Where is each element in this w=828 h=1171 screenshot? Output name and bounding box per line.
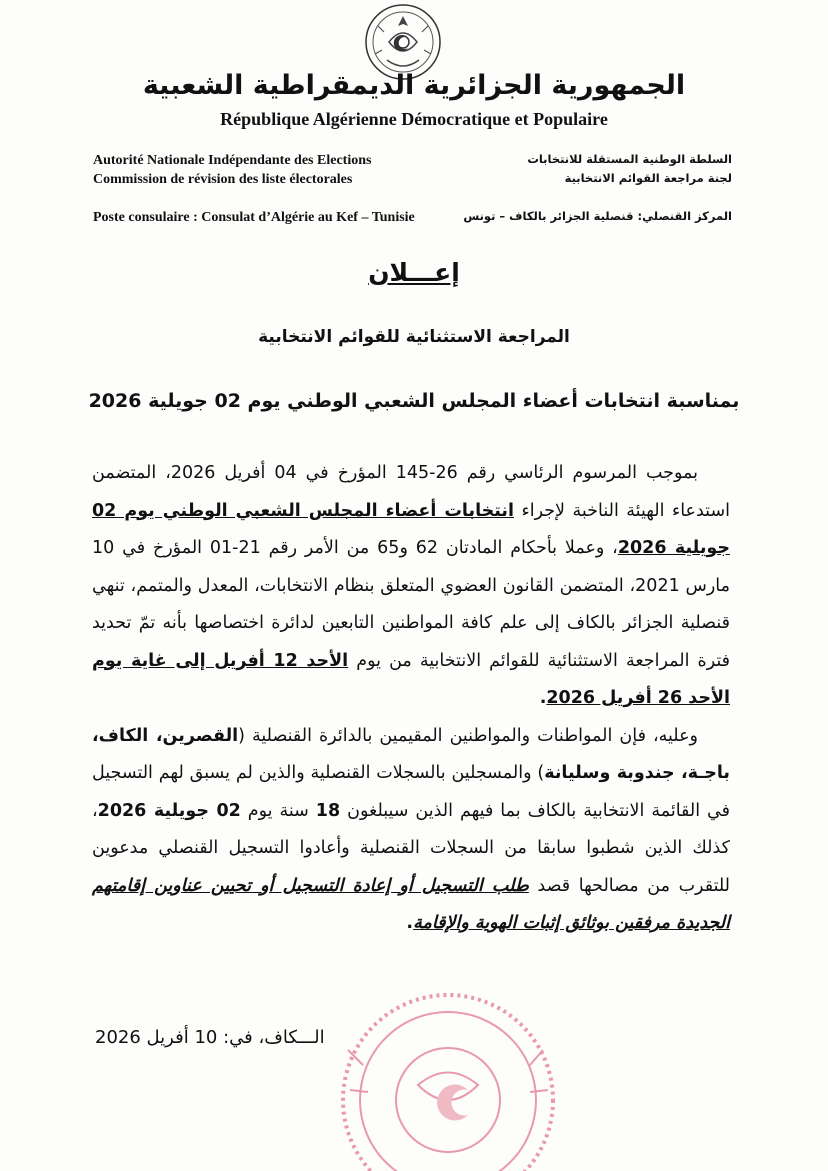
republic-title-ar: الجمهورية الجزائرية الديمقراطية الشعبية [142,70,686,101]
consular-post-fr: Poste consulaire : Consulat d’Algérie au Kef – Tunisie [93,210,415,225]
paragraph-invitation [92,718,730,943]
announcement-body [92,455,730,943]
announcement-title: إعـــلان [368,258,460,287]
election-date-emphasis: 02 جويلية 2026 [97,800,241,821]
commission-name-ar: لجنة مراجعة القوائم الانتخابية [564,171,732,185]
revision-period-emphasis: الأحد 12 أفريل إلى غاية يوم الأحد 26 أفريل 2026 [92,650,730,708]
request-emphasis: طلب التسجيل أو إعادة التسجيل أو تحيين عناوين إقامتهم الجديدة مرفقين بوثائق إثبات الهوية والإقامة [92,875,730,933]
election-name-emphasis: انتخابات أعضاء المجلس الشعبي الوطني يوم 02 جويلية 2026 [92,500,730,558]
place-date: الـــكاف، في: 10 أفريل 2026 [95,1027,325,1048]
paragraph-decree [92,455,730,718]
decree-text: بموجب المرسوم الرئاسي رقم 26-145 المؤرخ في 04 أفريل 2026، المتضمن استدعاء الهيئة الناخبة لإجراء [92,463,730,521]
consulate-stamp [318,990,578,1171]
authority-name-ar: السلطة الوطنية المستقلة للانتخابات [527,152,732,166]
legal-basis-text: ، وعملا بأحكام المادتان 62 و65 من الأمر رقم 21-01 المؤرخ في 10 مارس 2021، المتضمن القانون العضوي المتعلق بنظام الانتخابات، المعدل والمتمم، تنهي قنصلية الجزائر بالكاف إلى علم كافة المواطنين التابعين لدائرة اختصاصها بأنه تمّ تحديد فترة المراجعة الاستثنائية للقوائم الانتخابية من يوم [92,538,731,671]
registration-text: ) والمسجلين بالسجلات القنصلية والذين لم يسبق لهم التسجيل في القائمة الانتخابية بالكاف بما فيهم الذين سيبلغون [92,763,731,821]
invitation-text: وعليه، فإن المواطنات والمواطنين المقيمين بالدائرة القنصلية ( [238,725,698,746]
request-end-mark: . [406,913,414,933]
age-emphasis: 18 [315,800,341,821]
reregistration-text: ، كذلك الذين شطبوا سابقا من السجلات القنصلية وأعادوا التسجيل القنصلي مدعوين للتقرب من مصالحها قصد [92,800,730,896]
announcement-occasion: بمناسبة انتخابات أعضاء المجلس الشعبي الوطني يوم 02 جويلية 2026 [88,390,740,412]
republic-title-fr: République Algérienne Démocratique et Populaire [220,109,608,129]
consular-post-ar: المركز القنصلي: قنصلية الجزائر بالكاف – تونس [463,209,732,223]
governorates-list: القصرين، الكاف، باجـة، جندوبة وسليانة [92,725,730,783]
announcement-subtitle: المراجعة الاستثنائية للقوائم الانتخابية [258,327,570,347]
authority-name-fr: Autorité Nationale Indépendante des Elections [93,153,372,168]
commission-name-fr: Commission de révision des liste électorales [93,172,353,187]
period-end-mark: . [539,688,547,708]
age-suffix-text: سنة يوم [240,800,316,821]
